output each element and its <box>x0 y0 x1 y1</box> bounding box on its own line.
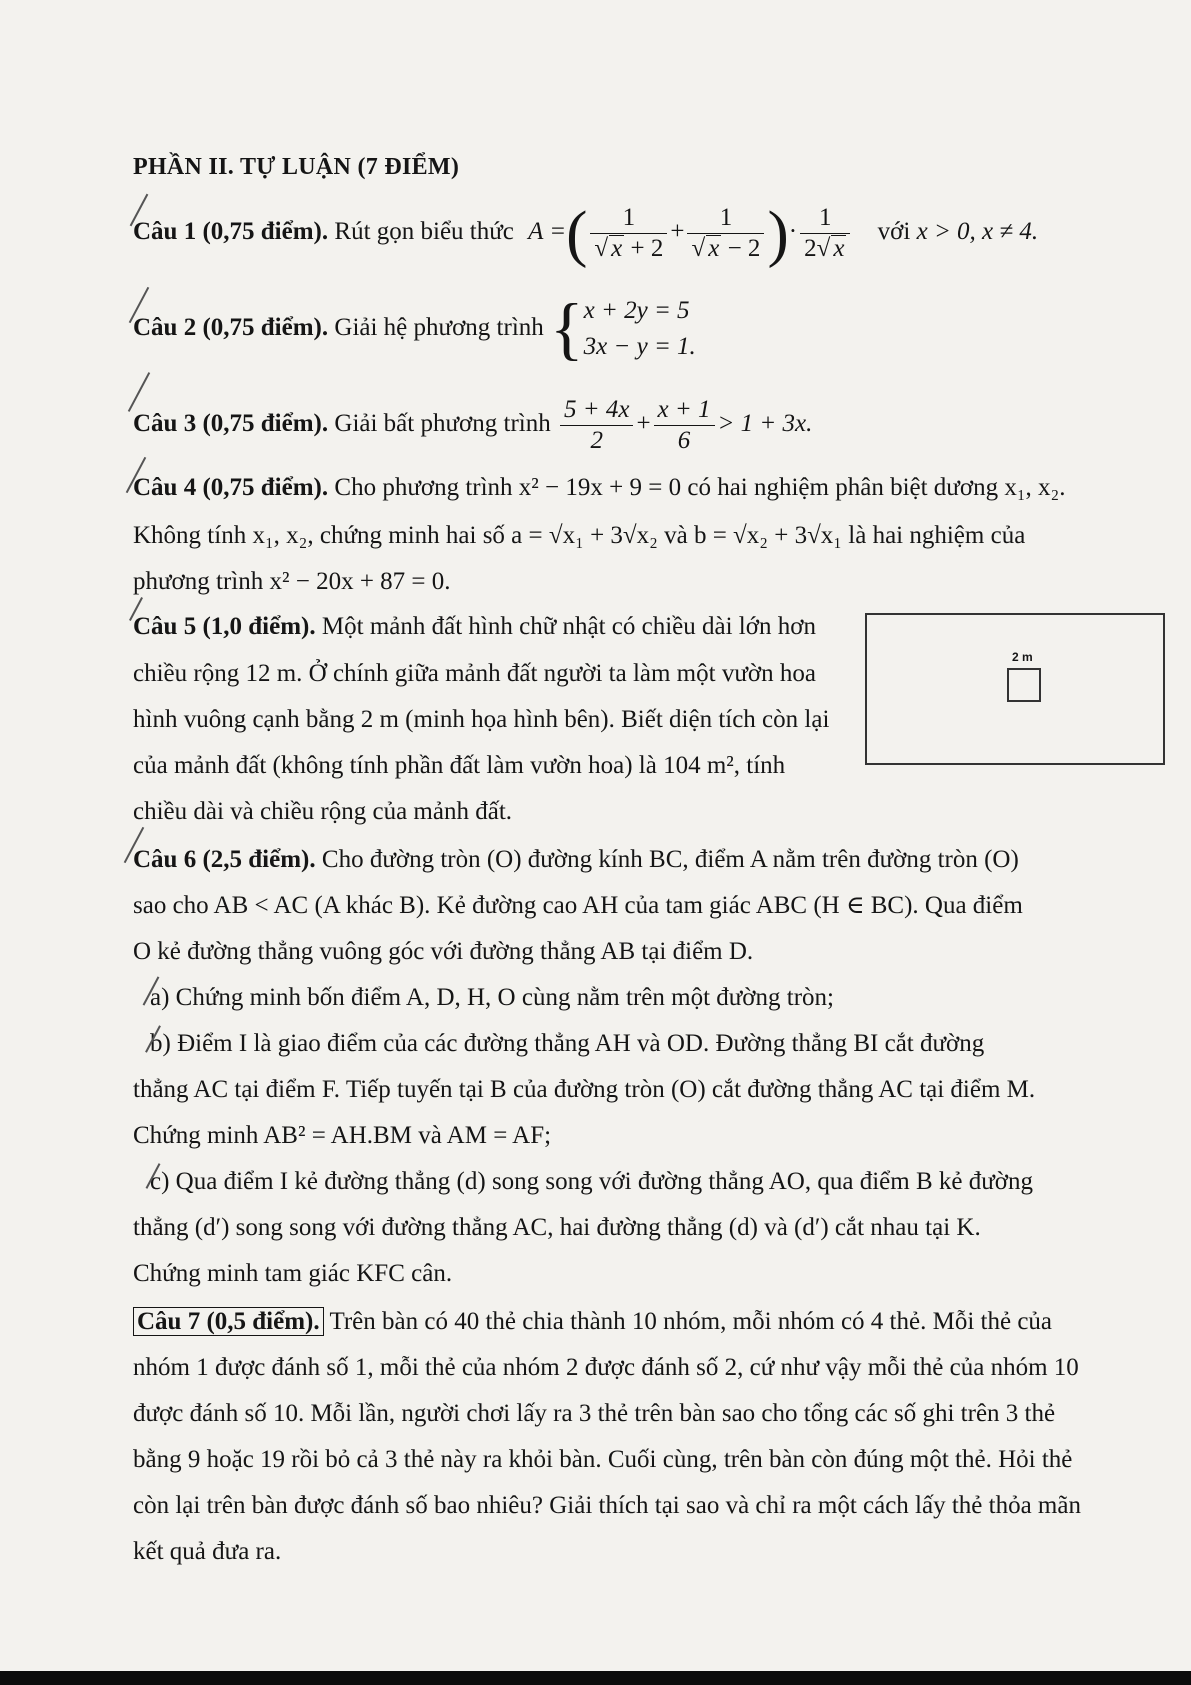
q5-line1: Một mảnh đất hình chữ nhật có chiều dài lớn hơn <box>321 613 816 640</box>
q6-line2: sao cho AB < AC (A khác B). Kẻ đường cao AH của tam giác ABC (H ∈ BC). Qua điểm <box>133 892 1023 919</box>
q1-text: Rút gọn biểu thức <box>334 218 514 245</box>
q5-line5: chiều dài và chiều rộng của mảnh đất. <box>133 798 513 825</box>
q1-close-paren: ) <box>767 197 789 269</box>
q5-line3: hình vuông cạnh bằng 2 m (minh họa hình bên). Biết diện tích còn lại <box>133 706 830 733</box>
q1-cond-word: với <box>877 218 911 245</box>
q6-part-b-line-1: b) Điểm I là giao điểm của các đường thẳng AH và OD. Đường thẳng BI cắt đường <box>150 1030 985 1057</box>
q5-line2: chiều rộng 12 m. Ở chính giữa mảnh đất người ta làm một vườn hoa <box>133 660 816 687</box>
bottom-edge-bar <box>0 1671 1191 1685</box>
q2-system <box>584 293 696 365</box>
q6-part-c-line-3: Chứng minh tam giác KFC cân. <box>133 1260 453 1287</box>
land-plot-figure <box>865 613 1165 765</box>
question-1 <box>133 197 1191 269</box>
garden-size-label: 2 m <box>1012 650 1033 664</box>
q7-line6: kết quả đưa ra. <box>133 1538 282 1565</box>
q6-line3: O kẻ đường thẳng vuông góc với đường thẳng AB tại điểm D. <box>133 938 754 965</box>
q2-eq2: 3x − y = 1. <box>583 333 696 361</box>
q4-line3: phương trình x² − 20x + 87 = 0. <box>133 568 451 595</box>
q5-line4: của mảnh đất (không tính phần đất làm vườn hoa) là 104 m², tính <box>133 752 786 779</box>
question-7-line-1 <box>133 1307 1191 1337</box>
q6-part-c-line-2: thẳng (d′) song song với đường thẳng AC, hai đường thẳng (d) và (d′) cắt nhau tại K. <box>133 1214 981 1241</box>
q7-line3: được đánh số 10. Mỗi lần, người chơi lấy ra 3 thẻ trên bàn sao cho tổng các số ghi trên 3 thẻ <box>133 1400 1056 1427</box>
q2-brace: { <box>550 290 584 368</box>
question-6-line-1 <box>133 845 1191 875</box>
q7-line1: Trên bàn có 40 thẻ chia thành 10 nhóm, mỗi nhóm có 4 thẻ. Mỗi thẻ của <box>329 1308 1053 1335</box>
q6-part-c-line-1: c) Qua điểm I kẻ đường thẳng (d) song song với đường thẳng AO, qua điểm B kẻ đường <box>150 1168 1033 1195</box>
q7-line2: nhóm 1 được đánh số 1, mỗi thẻ của nhóm 2 được đánh số 2, cứ như vậy mỗi thẻ của nhóm 10 <box>133 1354 1079 1381</box>
question-3 <box>133 392 1191 456</box>
q3-frac-1: $\frac{5 + 4x}{2}$ <box>560 395 633 456</box>
q6-line1: Cho đường tròn (O) đường kính BC, điểm A nằm trên đường tròn (O) <box>321 846 1019 873</box>
q6-label: Câu 6 (2,5 điểm). <box>133 846 316 873</box>
section-heading: PHẦN II. TỰ LUẬN (7 ĐIỂM) <box>133 154 460 180</box>
q6-part-b-line-2: thẳng AC tại điểm F. Tiếp tuyến tại B của đường tròn (O) cắt đường thẳng AC tại điểm M. <box>133 1076 1036 1103</box>
q3-label: Câu 3 (0,75 điểm). <box>133 410 329 437</box>
q7-label: Câu 7 (0,5 điểm). <box>133 1307 324 1336</box>
q6-part-b-line-3: Chứng minh AB² = AH.BM và AM = AF; <box>133 1122 552 1149</box>
q3-plus: + <box>636 410 651 437</box>
q1-plus: + <box>670 218 685 245</box>
q6-part-a: a) Chứng minh bốn điểm A, D, H, O cùng nằm trên một đường tròn; <box>150 984 834 1011</box>
q2-label: Câu 2 (0,75 điểm). <box>133 314 329 341</box>
q1-label: Câu 1 (0,75 điểm). <box>133 218 329 245</box>
q1-frac-2: $\frac{1}{√ x - 2}$ <box>687 203 764 264</box>
garden-square <box>1007 668 1041 702</box>
q5-label: Câu 5 (1,0 điểm). <box>133 613 316 640</box>
q2-text: Giải hệ phương trình <box>334 314 544 341</box>
q1-condition: x > 0, x ≠ 4. <box>916 218 1039 245</box>
q3-text: Giải bất phương trình <box>334 410 551 437</box>
q1-expr-lhs: A = <box>528 218 567 245</box>
q4-label: Câu 4 (0,75 điểm). <box>133 474 329 501</box>
q3-frac-2: $\frac{x + 1}{6}$ <box>654 395 715 456</box>
q1-frac-3: $\frac{1}{2√ x}$ <box>800 203 850 264</box>
q2-eq1: x + 2y = 5 <box>583 297 690 325</box>
question-4-line-1 <box>133 473 1191 503</box>
q1-open-paren: ( <box>566 197 588 269</box>
q7-line4: bằng 9 hoặc 19 rồi bỏ cả 3 thẻ này ra khỏi bàn. Cuối cùng, trên bàn còn đúng một thẻ. Hỏi thẻ <box>133 1446 1073 1473</box>
q4-line2: Không tính x₁, x₂, chứng minh hai số a = √x₁ + 3√x₂ và b = √x₂ + 3√x₁ là hai nghiệm của <box>133 522 1026 549</box>
q4-line1: Cho phương trình x² − 19x + 9 = 0 có hai nghiệm phân biệt dương x₁, x₂. <box>334 474 1066 501</box>
q3-rhs: > 1 + 3x. <box>717 410 813 437</box>
q1-frac-1: $\frac{1}{√ x + 2}$ <box>590 203 667 264</box>
q7-line5: còn lại trên bàn được đánh số bao nhiêu? Giải thích tại sao và chỉ ra một cách lấy thẻ thỏa mãn <box>133 1492 1081 1519</box>
q1-dot: · <box>788 218 798 245</box>
question-2 <box>133 290 1191 366</box>
